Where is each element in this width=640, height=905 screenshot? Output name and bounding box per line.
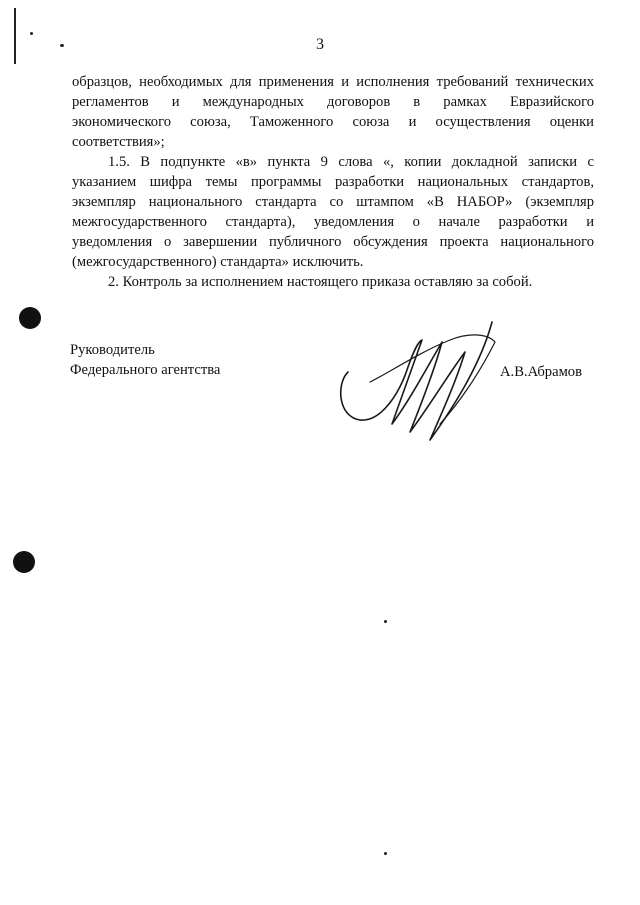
scan-speck [384,852,387,855]
punch-hole-bottom [13,551,35,573]
paragraph-item-1-5 [72,152,594,272]
page-number: 3 [316,36,324,53]
paragraph-item-2 [72,272,594,292]
text-line: 2. Контроль за исполнением настоящего приказа оставляю за собой. [108,274,533,290]
text-line: 1.5. В подпункте «в» пункта 9 слова «, копии докладной записки с [108,154,594,170]
handwritten-signature [330,312,505,452]
text-line: указанием шифра темы программы разработки национальных стандартов, [72,174,594,190]
signer-title-line: Федерального агентства [70,362,221,378]
text-line: регламентов и международных договоров в рамках Евразийского [72,94,594,110]
text-line: (межгосударственного) стандарта» исключить. [72,254,364,270]
punch-hole-top [19,307,41,329]
document-body [72,72,594,292]
scan-speck [384,620,387,623]
scan-speck [30,32,33,35]
signer-title [70,340,220,380]
text-line: образцов, необходимых для применения и исполнения требований технических [72,74,594,90]
paragraph-continuation [72,72,594,152]
text-line: межгосударственного стандарта), уведомления о начале разработки и [72,214,594,230]
text-line: уведомления о завершении публичного обсуждения проекта национального [72,234,594,250]
text-line: экземпляр национального стандарта со штампом «В НАБОР» (экземпляр [72,194,594,210]
signer-title-line: Руководитель [70,342,155,358]
signer-name: А.В.Абрамов [500,364,582,380]
text-line: соответствия»; [72,134,165,150]
text-line: экономического союза, Таможенного союза и осуществления оценки [72,114,594,130]
